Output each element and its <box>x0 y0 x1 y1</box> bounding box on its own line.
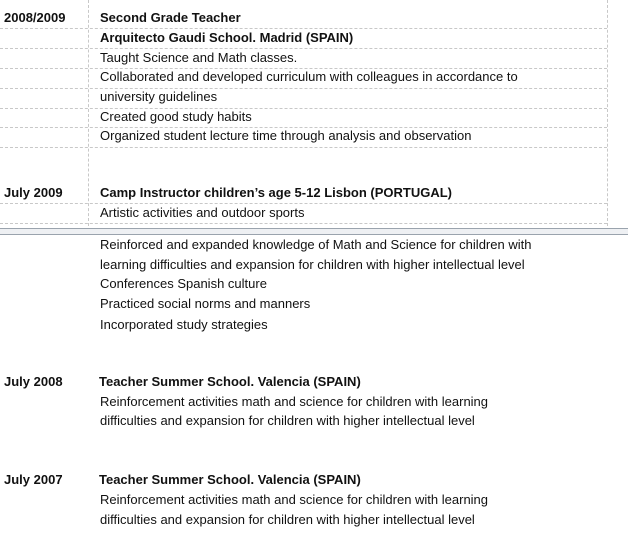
job-title: Teacher Summer School. Valencia (SPAIN) <box>99 374 361 389</box>
duty-line: Organized student lecture time through analysis and observation <box>100 128 472 143</box>
duty-line: Practiced social norms and manners <box>100 296 311 311</box>
row-divider <box>0 223 607 224</box>
duty-line: university guidelines <box>100 89 218 104</box>
duty-line: Incorporated study strategies <box>100 317 268 332</box>
date: 2008/2009 <box>4 10 66 25</box>
duty-line: learning difficulties and expansion for children with higher intellectual level <box>100 257 525 272</box>
job-title: Second Grade Teacher <box>100 10 241 25</box>
duty-line: Collaborated and developed curriculum with colleagues in accordance to <box>100 69 518 84</box>
duty-line: Created good study habits <box>100 109 252 124</box>
school: Arquitecto Gaudi School. Madrid (SPAIN) <box>100 30 354 45</box>
duty-line: difficulties and expansion for children with higher intellectual level <box>100 512 475 527</box>
duty-line: Conferences Spanish culture <box>100 276 267 291</box>
row-divider <box>0 88 607 89</box>
date: July 2009 <box>4 185 63 200</box>
column-divider <box>88 0 89 226</box>
page-break <box>0 228 628 235</box>
job-title: Camp Instructor children’s age 5-12 Lisbon (PORTUGAL) <box>100 185 453 200</box>
duty-line: difficulties and expansion for children with higher intellectual level <box>100 413 475 428</box>
job-title: Teacher Summer School. Valencia (SPAIN) <box>99 472 361 487</box>
duty-line: Reinforcement activities math and science for children with learning <box>100 492 489 507</box>
duty-line: Artistic activities and outdoor sports <box>100 205 305 220</box>
duty-line: Reinforced and expanded knowledge of Math and Science for children with <box>100 237 532 252</box>
date: July 2008 <box>4 374 63 389</box>
duty-line: Taught Science and Math classes. <box>100 50 298 65</box>
row-divider <box>0 108 607 109</box>
duty-line: Reinforcement activities math and science for children with learning <box>100 394 489 409</box>
row-divider <box>0 147 607 148</box>
row-divider <box>0 48 607 49</box>
date: July 2007 <box>4 472 63 487</box>
